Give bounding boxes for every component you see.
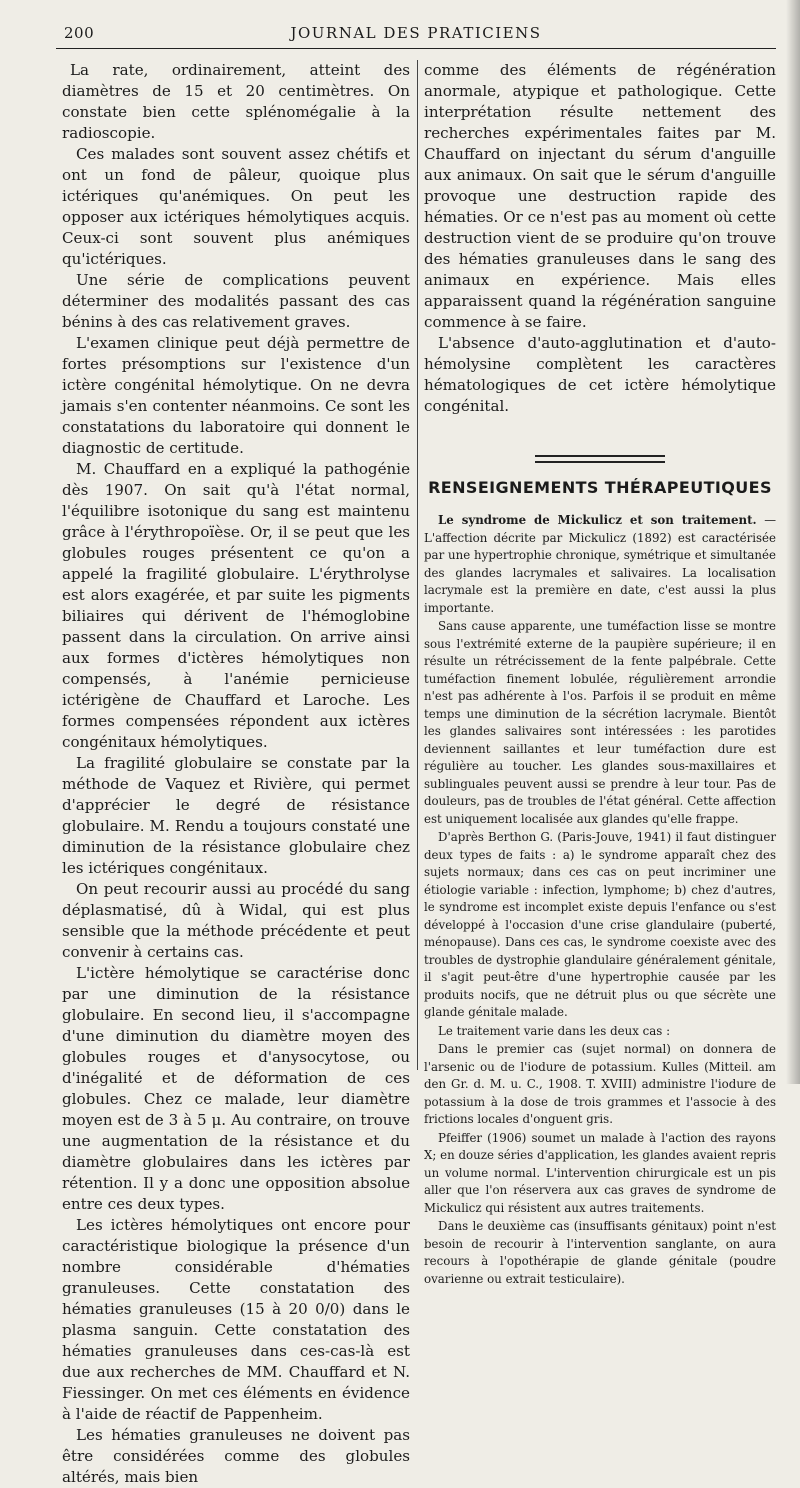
paragraph: On peut recourir aussi au procédé du sang déplasmatisé, dû à Widal, qui est plus sensible que la méthode précédente et peut convenir à certains cas. <box>62 880 410 961</box>
paragraph: Sans cause apparente, une tuméfaction lisse se montre sous l'extrémité externe de la paupière supérieure; il en résulte un rétrécissement de la fente palpébrale. Cette tuméfaction finement lobulée, régulièrement arrondie n'est pas adhérente à l'os. Parfois il se produit en même temps une diminution de la sécrétion lacrymale. Bientôt les glandes salivaires sont intéressées : les parotides deviennent saillantes et leur tuméfaction dure est régulière au toucher. Les glandes sous-maxillaires et sublinguales peuvent aussi se prendre à leur tour. Pas de douleurs, pas de troubles de l'état général. Cette affection est uniquement localisée aux glandes qu'elle frappe. <box>424 619 776 826</box>
page-edge-shadow <box>786 0 800 1084</box>
paragraph: Une série de complications peuvent déterminer des modalités passant des cas bénins à des cas relativement graves. <box>62 271 410 331</box>
paragraph: Les ictères hémolytiques ont encore pour caractéristique biologique la présence d'un nombre considérable d'hématies granuleuses. Cette constatation des hématies granuleuses (15 à 20 0/0) dans le plasma sanguin. Cette constatation des hématies granuleuses dans ces-cas-là est due aux recherches de MM. Chauffard et N. Fiessinger. On met ces éléments en évidence à l'aide de réactif de Pappenheim. <box>62 1216 410 1423</box>
section-divider <box>535 455 665 463</box>
page-header <box>56 22 776 46</box>
paragraph: L'examen clinique peut déjà permettre de fortes présomptions sur l'existence d'un ictère congénital hémolytique. On ne devra jamais s'en contenter néanmoins. Ce sont les constatations du laboratoire qui donnent le diagnostic de certitude. <box>62 334 410 457</box>
section-title: RENSEIGNEMENTS THÉRAPEUTIQUES <box>428 478 772 497</box>
article-lead-title: Le syndrome de Mickulicz et son traitement. <box>438 513 757 527</box>
paragraph: La fragilité globulaire se constate par la méthode de Vaquez et Rivière, qui permet d'apprécier le degré de résistance globulaire. M. Rendu a toujours constaté une diminution de la résistance globulaire chez les ictériques congénitaux. <box>62 754 410 877</box>
article-lead-text: — L'affection décrite par Mickulicz (1892) est caractérisée par une hypertrophie chronique, symétrique et simultanée des glandes lacrymales et salivaires. La localisation lacrymale est la première en date, c'est aussi la plus importante. <box>424 513 776 615</box>
paragraph: L'ictère hémolytique se caractérise donc par une diminution de la résistance globulaire. En second lieu, il s'accompagne d'une diminution du diamètre moyen des globules rouges et d'anysocytose, ou d'inégalité et de déformation de ces globules. Chez ce malade, leur diamètre moyen est de 3 à 5 μ. Au contraire, on trouve une augmentation de la résistance et du diamètre globulaires dans les ictères par rétention. Il y a donc une opposition absolue entre ces deux types. <box>62 964 410 1213</box>
page-number: 200 <box>64 24 95 42</box>
paragraph: Ces malades sont souvent assez chétifs et ont un fond de pâleur, quoique plus ictériques qu'anémiques. On peut les opposer aux ictériques hémolytiques acquis. Ceux-ci sont souvent plus anémiques qu'ictériques. <box>62 145 410 268</box>
paragraph: Le traitement varie dans les deux cas : <box>438 1023 671 1038</box>
left-column <box>62 60 410 1488</box>
header-rule <box>56 48 776 49</box>
therapeutics-lead-paragraph <box>424 512 776 617</box>
paragraph: M. Chauffard en a expliqué la pathogénie dès 1907. On sait qu'à l'état normal, l'équilibre isotonique du sang est maintenu grâce à l'érythropoïèse. Or, il se peut que les globules rouges présentent ce qu'on a appelé la fragilité globulaire. L'érythrolyse est alors exagérée, et par suite les pigments biliaires qui dérivent de l'hémoglobine passent dans la circulation. On arrive ainsi aux formes d'ictères hémolytiques non compensés, à l'anémie pernicieuse ictérigène de Chauffard et Laroche. Les formes compensées répondent aux ictères congénitaux hémolytiques. <box>62 460 410 751</box>
paragraph: L'absence d'auto-agglutination et d'auto-hémolysine complètent les caractères hématologiques de cet ictère hémolytique congénital. <box>424 334 776 415</box>
paragraph: Dans le deuxième cas (insuffisants génitaux) point n'est besoin de recourir à l'intervention sanglante, on aura recours à l'opothérapie de glande génitale (poudre ovarienne ou extrait testiculaire). <box>424 1219 776 1286</box>
column-divider <box>417 60 418 1070</box>
journal-title: JOURNAL DES PRATICIENS <box>290 24 542 42</box>
right-column <box>424 60 776 1289</box>
paragraph: Dans le premier cas (sujet normal) on donnera de l'arsenic ou de l'iodure de potassium. Kulles (Mitteil. am den Gr. d. M. u. C., 1908. T. XVIII) administre l'iodure de potassium à la dose de trois grammes et l'associe à des frictions locales d'onguent gris. <box>424 1042 776 1126</box>
paragraph: Les hématies granuleuses ne doivent pas être considérées comme des globules altérés, mais bien <box>62 1426 410 1486</box>
paragraph: La rate, ordinairement, atteint des diamètres de 15 et 20 centimètres. On constate bien cette splénomégalie à la radioscopie. <box>62 61 410 142</box>
paragraph: Pfeiffer (1906) soumet un malade à l'action des rayons X; en douze séries d'application, les glandes avaient repris un volume normal. L'intervention chirurgicale est un pis aller que l'on réservera aux cas graves de syndrome de Mickulicz qui résistent aux autres traitements. <box>424 1130 776 1215</box>
paragraph: D'après Berthon G. (Paris-Jouve, 1941) il faut distinguer deux types de faits : a) le syndrome apparaît chez des sujets normaux; dans ces cas on peut incriminer une étiologie variable : infection, lymphome; b) chez d'autres, le syndrome est incomplet existe depuis l'enfance ou s'est développé à l'occasion d'une crise glandulaire (puberté, ménopause). Dans ces cas, le syndrome coexiste avec des troubles de dystrophie glandulaire généralement génitale, il s'agit peut-être d'une hypertrophie causée par les produits nocifs, que ne détruit plus ou que sécrète une glande génitale malade. <box>424 830 776 1019</box>
paragraph: comme des éléments de régénération anormale, atypique et pathologique. Cette interprétation résulte nettement des recherches expérimentales faites par M. Chauffard on injectant du sérum d'anguille aux animaux. On sait que le sérum d'anguille provoque une destruction rapide des hématies. Or ce n'est pas au moment où cette destruction vient de se produire qu'on trouve des hématies granuleuses dans le sang des animaux en expérience. Mais elles apparaissent quand la régénération sanguine commence à se faire. <box>424 61 776 331</box>
therapeutics-section <box>424 512 776 1288</box>
